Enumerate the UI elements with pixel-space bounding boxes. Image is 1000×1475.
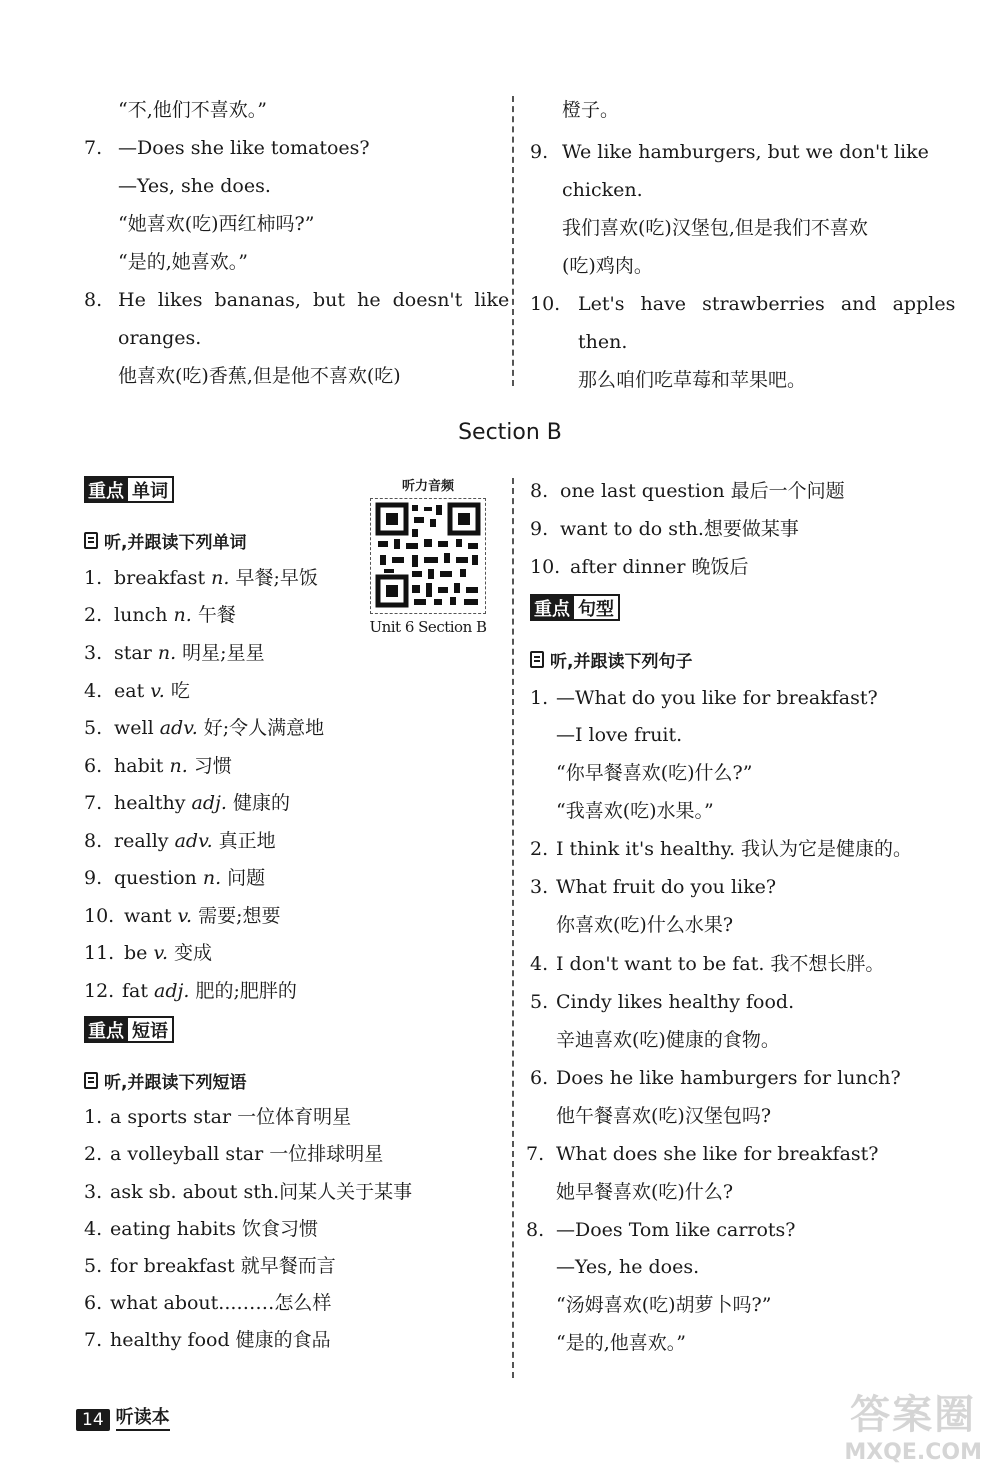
sentence-line: 她早餐喜欢(吃)什么? <box>556 1181 734 1203</box>
phrase-item: 1. a sports star 一位体育明星 <box>84 1106 352 1128</box>
heading-light-part: 单词 <box>128 476 174 503</box>
phrases-instruction <box>84 1068 246 1093</box>
book-icon <box>84 1072 98 1089</box>
instruction-text: 听,并跟读下列句子 <box>550 652 693 672</box>
heading-dark-part: 重点 <box>84 476 128 503</box>
sentence-line: 5. Cindy likes healthy food. <box>530 991 795 1013</box>
sentence-line: 2. I think it's healthy. 我认为它是健康的。 <box>530 838 913 860</box>
words-instruction <box>84 528 246 553</box>
sentences-instruction <box>530 647 692 672</box>
phrase-item: 3. ask sb. about sth.问某人关于某事 <box>84 1181 413 1203</box>
word-item: 11. be v. 变成 <box>84 942 213 964</box>
word-item: 6. habit n. 习惯 <box>84 755 232 777</box>
item-number: 9. <box>530 141 549 163</box>
heading-light-part: 短语 <box>128 1016 174 1043</box>
heading-dark-part: 重点 <box>84 1016 128 1043</box>
text-line: then. <box>578 331 628 353</box>
word-item: 5. well adv. 好;令人满意地 <box>84 717 325 739</box>
item-number: 7. <box>84 137 103 159</box>
section-title: Section B <box>458 420 562 445</box>
sentence-line: 8. —Does Tom like carrots? <box>526 1219 796 1241</box>
qr-code[interactable] <box>370 498 486 614</box>
words-heading <box>84 476 174 503</box>
item-text: —Does she like tomatoes? <box>118 137 370 159</box>
phrase-item: 8. one last question 最后一个问题 <box>530 480 845 502</box>
sentence-line: 4. I don't want to be fat. 我不想长胖。 <box>530 953 885 975</box>
watermark-text: 答案圈 <box>850 1392 977 1438</box>
sentences-heading <box>530 594 620 621</box>
word-item: 3. star n. 明星;星星 <box>84 642 265 664</box>
footer-label: 听读本 <box>116 1403 170 1431</box>
text-line: 他喜欢(吃)香蕉,但是他不喜欢(吃) <box>118 365 401 387</box>
text-line: —Yes, she does. <box>118 175 271 197</box>
phrase-item: 2. a volleyball star 一位排球明星 <box>84 1143 384 1165</box>
item-number: 10. <box>530 293 561 315</box>
word-item: 7. healthy adj. 健康的 <box>84 792 291 814</box>
item-8 <box>84 288 509 312</box>
text-line: 那么咱们吃草莓和苹果吧。 <box>578 369 807 391</box>
word-item: 12. fat adj. 肥的;肥胖的 <box>84 980 297 1002</box>
sentence-line: 6. Does he like hamburgers for lunch? <box>530 1067 901 1089</box>
phrase-item: 10. after dinner 晚饭后 <box>530 556 749 578</box>
sentence-line: “我喜欢(吃)水果。” <box>556 800 714 822</box>
word-item: 10. want v. 需要;想要 <box>84 905 281 927</box>
text-line: “她喜欢(吃)西红柿吗?” <box>118 213 315 235</box>
item-10 <box>530 292 955 316</box>
qr-title: 听力音频 <box>401 479 454 494</box>
text-line: “是的,她喜欢。” <box>118 251 248 273</box>
watermark-logo <box>844 1383 982 1465</box>
phrase-item: 5. for breakfast 就早餐而言 <box>84 1255 336 1277</box>
item-9 <box>530 140 929 164</box>
instruction-text: 听,并跟读下列单词 <box>104 533 247 553</box>
column-divider <box>512 96 514 386</box>
sentence-line: 他午餐喜欢(吃)汉堡包吗? <box>556 1105 772 1127</box>
text-line: 橙子。 <box>562 99 620 121</box>
sentence-line: 你喜欢(吃)什么水果? <box>556 914 734 936</box>
qr-block <box>366 475 490 636</box>
phrases-heading <box>84 1016 174 1043</box>
heading-light-part: 句型 <box>574 594 620 621</box>
column-divider <box>512 478 514 1378</box>
sentence-line: “汤姆喜欢(吃)胡萝卜吗?” <box>556 1294 772 1316</box>
word-item: 1. breakfast n. 早餐;早饭 <box>84 567 318 589</box>
page-footer <box>76 1403 170 1431</box>
word-item: 8. really adv. 真正地 <box>84 830 276 852</box>
text-line: chicken. <box>562 179 643 201</box>
word-item: 2. lunch n. 午餐 <box>84 604 236 626</box>
text-line: 我们喜欢(吃)汉堡包,但是我们不喜欢 <box>562 217 868 239</box>
sentence-line: 1. —What do you like for breakfast? <box>530 687 878 709</box>
book-icon <box>530 651 544 668</box>
sentence-line: 辛迪喜欢(吃)健康的食物。 <box>556 1029 780 1051</box>
sentence-line: “是的,他喜欢。” <box>556 1332 686 1354</box>
item-7 <box>84 136 370 160</box>
sentence-line: —I love fruit. <box>556 724 683 746</box>
heading-dark-part: 重点 <box>530 594 574 621</box>
sentence-line: “你早餐喜欢(吃)什么?” <box>556 762 753 784</box>
word-item: 9. question n. 问题 <box>84 867 266 889</box>
sentence-line: 7. What does she like for breakfast? <box>526 1143 879 1165</box>
sentence-line: —Yes, he does. <box>556 1256 700 1278</box>
sentence-line: 3. What fruit do you like? <box>530 876 777 898</box>
phrase-item: 9. want to do sth.想要做某事 <box>530 518 799 540</box>
text-line: (吃)鸡肉。 <box>562 255 653 277</box>
item-text: He likes bananas, but he doesn't like <box>118 289 510 311</box>
text-line: oranges. <box>118 327 202 349</box>
phrase-item: 6. what about...……怎么样 <box>84 1292 332 1314</box>
phrase-item: 4. eating habits 饮食习惯 <box>84 1218 318 1240</box>
phrase-item: 7. healthy food 健康的食品 <box>84 1329 331 1351</box>
item-text: We like hamburgers, but we don't like <box>562 141 929 163</box>
qr-code-icon <box>372 499 484 611</box>
item-text: Let's have strawberries and apples <box>578 293 956 315</box>
word-item: 4. eat v. 吃 <box>84 680 190 702</box>
text-line: “不,他们不喜欢。” <box>118 99 267 121</box>
qr-caption: Unit 6 Section B <box>369 618 487 636</box>
book-icon <box>84 532 98 549</box>
instruction-text: 听,并跟读下列短语 <box>104 1073 247 1093</box>
watermark-url: MXQE.COM <box>844 1440 982 1465</box>
item-number: 8. <box>84 289 103 311</box>
page-number: 14 <box>76 1409 110 1431</box>
